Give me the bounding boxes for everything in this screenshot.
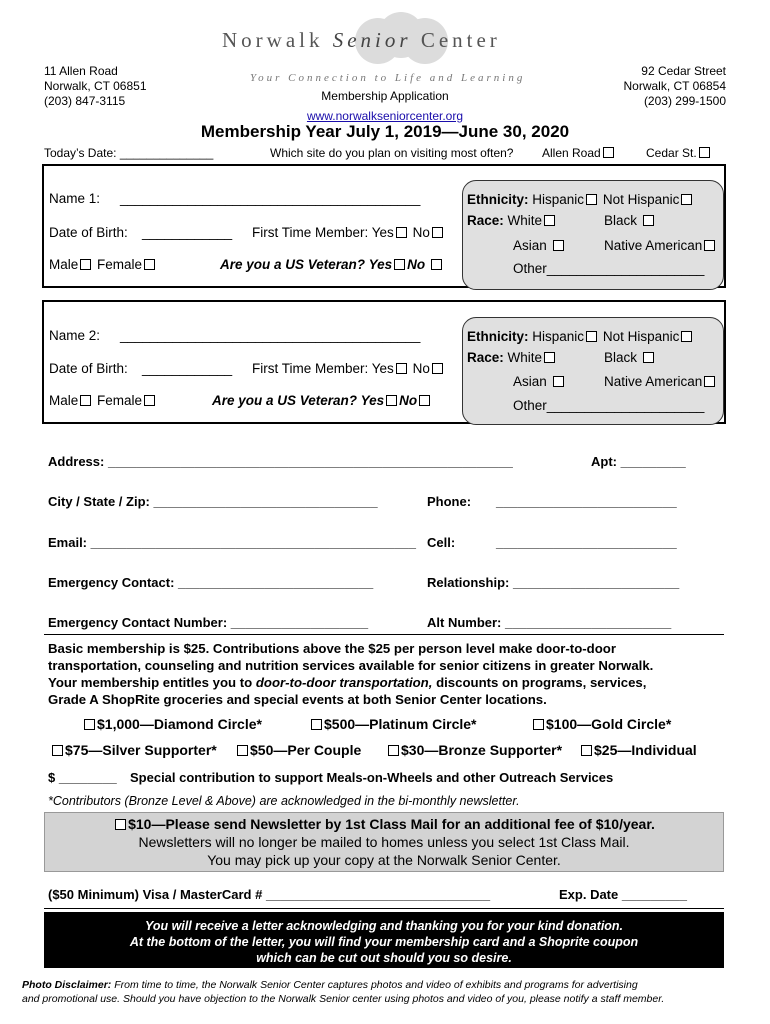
site-question: Which site do you plan on visiting most often?: [270, 146, 514, 160]
member-1-first-yes-label: Yes: [371, 225, 394, 240]
level-gold[interactable]: [531, 716, 671, 732]
member-2-first-no-label: No: [412, 361, 430, 376]
member-2-name-label: Name 2:: [49, 328, 101, 343]
membership-info-line4: Grade A ShopRite groceries and special events at both Senior Center locations.: [48, 692, 547, 707]
member-2-first-no-checkbox[interactable]: [432, 363, 443, 374]
member-1-dob-label: Date of Birth:: [49, 225, 128, 240]
member-2-veteran-question: Are you a US Veteran?: [212, 393, 358, 408]
level-silver[interactable]: [50, 742, 217, 758]
member-1-first-time: [252, 225, 445, 240]
emergency-contact-field[interactable]: Emergency Contact: ___________________________: [48, 575, 374, 590]
member-1-not-hispanic-checkbox[interactable]: [681, 194, 692, 205]
member-2-ethnicity: [467, 329, 694, 344]
member-1-first-time-label: First Time Member:: [252, 225, 369, 240]
member-2-female-checkbox[interactable]: [144, 395, 155, 406]
member-2-hispanic-checkbox[interactable]: [586, 331, 597, 342]
newsletter-text: [44, 815, 724, 869]
card-exp-field[interactable]: Exp. Date _________: [559, 887, 687, 902]
todays-date-field[interactable]: Today’s Date: ______________: [44, 146, 214, 160]
member-2-hispanic-label: Hispanic: [532, 329, 585, 344]
membership-info-line3a: Your membership entitles you to: [48, 675, 256, 690]
member-1-native: [604, 238, 717, 253]
member-1-dob-field[interactable]: ____________: [142, 225, 233, 240]
member-2-male-label: Male: [49, 393, 79, 408]
member-2-dob-field[interactable]: ____________: [142, 361, 233, 376]
level-diamond-label: $1,000—Diamond Circle*: [97, 716, 262, 732]
member-1-asian-label: Asian: [513, 238, 547, 253]
site-allen-road-label: Allen Road: [542, 146, 601, 160]
member-1-vet-yes-checkbox[interactable]: [394, 259, 405, 270]
level-bronze[interactable]: [386, 742, 562, 758]
member-2-race-row1: [467, 350, 557, 365]
thanks-line3: which can be cut out should you so desire.: [256, 951, 512, 965]
member-2-vet-no-label: No: [399, 393, 418, 408]
divider-top: [44, 634, 724, 635]
member-1-hispanic-label: Hispanic: [532, 192, 585, 207]
member-1-male-checkbox[interactable]: [80, 259, 91, 270]
membership-info-line2: transportation, counseling and nutrition services available for senior citizens in greater Norwalk.: [48, 658, 654, 673]
member-1-vet-yes-label: Yes: [368, 257, 393, 272]
cell-field[interactable]: _________________________: [496, 535, 677, 550]
member-1-race-row1: [467, 213, 557, 228]
member-1-hispanic-checkbox[interactable]: [586, 194, 597, 205]
membership-info: [48, 640, 720, 708]
address-field[interactable]: Address: ________________________________________________________: [48, 454, 513, 469]
member-2-asian-label: Asian: [513, 374, 547, 389]
member-1-black: [604, 213, 656, 228]
member-2-gender: [49, 393, 157, 408]
divider-card: [44, 908, 724, 909]
level-silver-label: $75—Silver Supporter*: [65, 742, 217, 758]
level-platinum-label: $500—Platinum Circle*: [324, 716, 477, 732]
level-individual[interactable]: [579, 742, 697, 758]
member-2-first-time: [252, 361, 445, 376]
member-2-male-checkbox[interactable]: [80, 395, 91, 406]
member-2-black-checkbox[interactable]: [643, 352, 654, 363]
member-2-first-yes-checkbox[interactable]: [396, 363, 407, 374]
member-2-black-label: Black: [604, 350, 638, 365]
form-name: Membership Application: [321, 89, 449, 103]
special-contribution-amount[interactable]: $ ________: [48, 770, 117, 785]
right-address-line2: Norwalk, CT 06854: [623, 79, 726, 93]
newsletter-option[interactable]: [44, 815, 724, 833]
newsletter-line3: You may pick up your copy at the Norwalk Senior Center.: [207, 852, 561, 868]
photo-disclaimer-line1: From time to time, the Norwalk Senior Center captures photos and video of exhibits and programs for advertising: [111, 979, 638, 991]
member-2-name-field[interactable]: ________________________________________: [120, 328, 421, 343]
member-2-vet-yes-label: Yes: [360, 393, 385, 408]
member-1-black-label: Black: [604, 213, 638, 228]
member-2-vet-yes-checkbox[interactable]: [386, 395, 397, 406]
member-2-first-time-label: First Time Member:: [252, 361, 369, 376]
newsletter-line1: $10—Please send Newsletter by 1st Class Mail for an additional fee of $10/year.: [128, 816, 655, 832]
thanks-line2: At the bottom of the letter, you will find your membership card and a Shoprite coupon: [129, 935, 639, 949]
member-1-veteran: [220, 257, 444, 272]
member-1-male-label: Male: [49, 257, 79, 272]
phone-label: Phone:: [427, 494, 472, 509]
thanks-banner: [44, 912, 724, 968]
site-cedar-st-label: Cedar St.: [646, 146, 697, 160]
city-state-zip-field[interactable]: City / State / Zip: _______________________________: [48, 494, 378, 509]
member-1-female-label: Female: [97, 257, 143, 272]
special-contribution-text: Special contribution to support Meals-on-Wheels and other Outreach Services: [130, 770, 614, 785]
right-address-phone: (203) 299-1500: [643, 94, 726, 108]
member-2-first-yes-label: Yes: [371, 361, 394, 376]
member-1-name-label: Name 1:: [49, 191, 101, 206]
photo-disclaimer-label: Photo Disclaimer:: [22, 979, 112, 991]
level-silver-checkbox[interactable]: [52, 745, 63, 756]
page-title: Membership Year July 1, 2019—June 30, 2020: [200, 122, 570, 141]
level-gold-label: $100—Gold Circle*: [546, 716, 672, 732]
member-2-female-label: Female: [97, 393, 143, 408]
member-1-not-hispanic-label: Not Hispanic: [602, 192, 680, 207]
newsletter-line2: Newsletters will no longer be mailed to homes unless you select 1st Class Mail.: [138, 834, 630, 850]
level-gold-checkbox[interactable]: [533, 719, 544, 730]
level-diamond[interactable]: [82, 716, 262, 732]
member-1-other-field[interactable]: Other_____________________: [513, 261, 705, 276]
membership-info-line1: Basic membership is $25. Contributions above the $25 per person level make door-to-door: [48, 641, 616, 656]
member-2-asian-checkbox[interactable]: [553, 376, 564, 387]
emergency-number-field[interactable]: Emergency Contact Number: ___________________: [48, 615, 369, 630]
logo-word-norwalk: Norwalk: [222, 28, 324, 52]
membership-info-line3: [48, 674, 720, 691]
member-2-white-checkbox[interactable]: [544, 352, 555, 363]
alt-number-field[interactable]: Alt Number: _______________________: [427, 615, 672, 630]
member-2-not-hispanic-label: Not Hispanic: [602, 329, 680, 344]
level-bronze-label: $30—Bronze Supporter*: [401, 742, 563, 758]
member-2-vet-no-checkbox[interactable]: [419, 395, 430, 406]
left-address-line1: 11 Allen Road: [44, 64, 118, 78]
member-1-asian: [513, 238, 566, 253]
site-allen-road[interactable]: [542, 146, 616, 160]
tagline: Your Connection to Life and Learning: [250, 72, 526, 84]
email-field[interactable]: Email: _____________________________________________: [48, 535, 416, 550]
level-individual-label: $25—Individual: [594, 742, 697, 758]
level-couple[interactable]: [235, 742, 361, 758]
site-cedar-st-checkbox[interactable]: [699, 147, 710, 158]
left-address-line2: Norwalk, CT 06851: [44, 79, 147, 93]
cell-label: Cell:: [427, 535, 456, 550]
level-bronze-checkbox[interactable]: [388, 745, 399, 756]
member-2-black: [604, 350, 656, 365]
member-1-first-no-checkbox[interactable]: [432, 227, 443, 238]
apt-field[interactable]: Apt: _________: [591, 454, 686, 469]
right-address-line1: 92 Cedar Street: [641, 64, 726, 78]
member-2-native-label: Native American: [604, 374, 703, 389]
member-2-veteran: [212, 393, 432, 408]
level-couple-checkbox[interactable]: [237, 745, 248, 756]
logo-word-senior: Senior: [332, 28, 412, 52]
member-2-native: [604, 374, 717, 389]
member-2-dob-label: Date of Birth:: [49, 361, 128, 376]
member-1-black-checkbox[interactable]: [643, 215, 654, 226]
newsletter-checkbox[interactable]: [115, 819, 126, 830]
level-individual-checkbox[interactable]: [581, 745, 592, 756]
member-1-native-label: Native American: [604, 238, 703, 253]
member-1-first-no-label: No: [412, 225, 430, 240]
member-1-female-checkbox[interactable]: [144, 259, 155, 270]
member-2-not-hispanic-checkbox[interactable]: [681, 331, 692, 342]
left-address-phone: (203) 847-3115: [44, 94, 126, 108]
member-1-vet-no-checkbox[interactable]: [431, 259, 442, 270]
member-2-native-checkbox[interactable]: [704, 376, 715, 387]
card-number-field[interactable]: ($50 Minimum) Visa / MasterCard # _______________________________: [48, 887, 491, 902]
member-2-asian: [513, 374, 566, 389]
member-2-white-label: White: [507, 350, 543, 365]
photo-disclaimer-line2: and promotional use. Should you have objection to the Norwalk Senior center using photos and video of you, please notify a staff member.: [22, 993, 665, 1005]
level-platinum-checkbox[interactable]: [311, 719, 322, 730]
membership-info-line3b: discounts on programs, services,: [432, 675, 647, 690]
logo-word-center: Center: [420, 28, 501, 52]
member-2-ethnicity-label: Ethnicity:: [467, 329, 529, 344]
member-1-ethnicity-label: Ethnicity:: [467, 192, 529, 207]
level-couple-label: $50—Per Couple: [250, 742, 362, 758]
member-1-race-label: Race:: [467, 213, 504, 228]
member-2-other-field[interactable]: Other_____________________: [513, 398, 705, 413]
member-1-white-label: White: [507, 213, 543, 228]
member-1-asian-checkbox[interactable]: [553, 240, 564, 251]
level-diamond-checkbox[interactable]: [84, 719, 95, 730]
member-1-ethnicity: [467, 192, 694, 207]
member-1-vet-no-label: No: [407, 257, 426, 272]
website-link[interactable]: www.norwalkseniorcenter.org: [306, 109, 464, 123]
site-allen-road-checkbox[interactable]: [603, 147, 614, 158]
site-cedar-st[interactable]: [646, 146, 712, 160]
member-1-native-checkbox[interactable]: [704, 240, 715, 251]
photo-disclaimer: [22, 978, 664, 1006]
member-1-gender: [49, 257, 157, 272]
member-1-veteran-question: Are you a US Veteran?: [220, 257, 366, 272]
level-platinum[interactable]: [309, 716, 477, 732]
relationship-field[interactable]: Relationship: _______________________: [427, 575, 680, 590]
member-1-white-checkbox[interactable]: [544, 215, 555, 226]
logo-wordmark: [222, 28, 501, 53]
phone-field[interactable]: _________________________: [496, 494, 677, 509]
member-2-race-label: Race:: [467, 350, 504, 365]
member-1-name-field[interactable]: ________________________________________: [120, 191, 421, 206]
thanks-line1: You will receive a letter acknowledging and thanking you for your kind donation.: [144, 919, 624, 933]
membership-info-emphasis: door-to-door transportation,: [255, 675, 433, 690]
contributors-note: *Contributors (Bronze Level & Above) are acknowledged in the bi-monthly newsletter.: [48, 794, 520, 808]
member-1-first-yes-checkbox[interactable]: [396, 227, 407, 238]
